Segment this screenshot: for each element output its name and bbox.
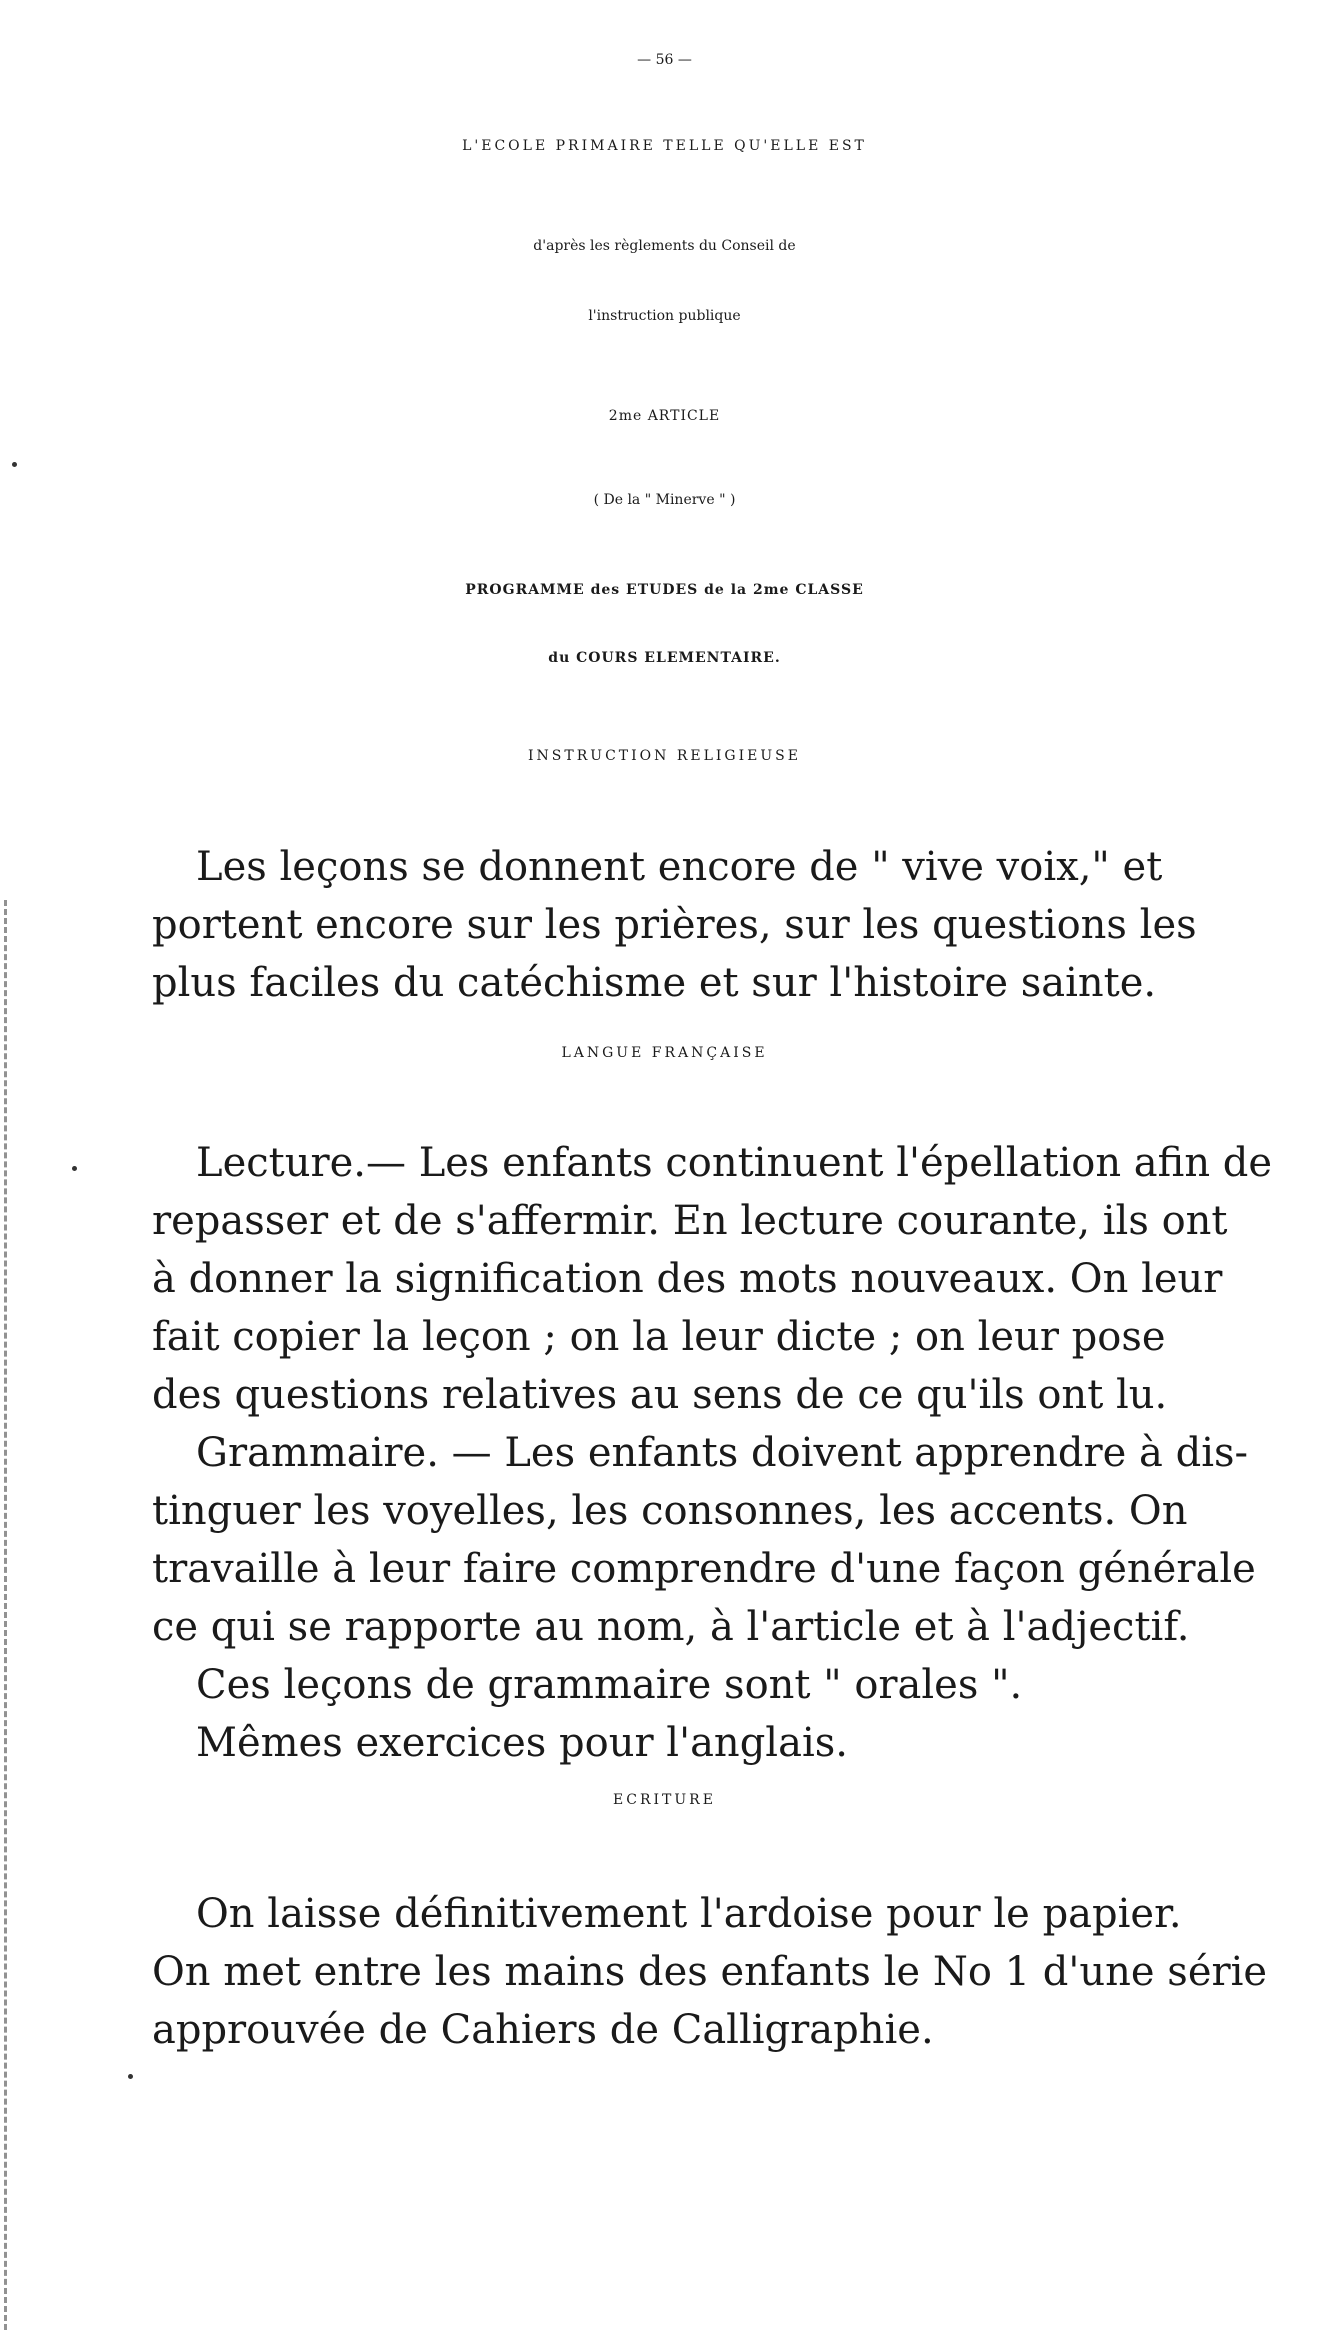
- instruction-paragraph: [152, 838, 1312, 1012]
- paragraph-line: Ces leçons de grammaire sont " orales ".: [196, 1662, 1023, 1708]
- source-line: ( De la " Minerve " ): [593, 492, 736, 508]
- paragraph-line: repasser et de s'affermir. En lecture courante, ils ont: [152, 1198, 1228, 1244]
- paragraph-line: portent encore sur les prières, sur les questions les: [152, 902, 1197, 948]
- lecture-paragraph: [152, 1134, 1312, 1424]
- section-heading-ecriture: ECRITURE: [613, 1792, 716, 1808]
- subtitle-line: l'instruction publique: [588, 308, 741, 324]
- paragraph-line: fait copier la leçon ; on la leur dicte ; on leur pose: [152, 1314, 1166, 1360]
- paragraph-line: On laisse définitivement l'ardoise pour le papier.: [196, 1891, 1182, 1937]
- article-label: 2me ARTICLE: [608, 408, 721, 424]
- paragraph-line: travaille à leur faire comprendre d'une façon générale: [152, 1546, 1256, 1592]
- paragraph-line: plus faciles du catéchisme et sur l'histoire sainte.: [152, 960, 1157, 1006]
- program-title-line: du COURS ELEMENTAIRE.: [548, 650, 781, 666]
- ecriture-paragraph: [152, 1885, 1312, 2059]
- program-title-line: PROGRAMME des ETUDES de la 2me CLASSE: [465, 582, 864, 598]
- paragraph-line: ce qui se rapporte au nom, à l'article et à l'adjectif.: [152, 1604, 1190, 1650]
- page-number: — 56 —: [637, 52, 692, 68]
- scan-speck: [72, 1166, 77, 1171]
- memes-paragraph: [152, 1714, 1312, 1772]
- paragraph-line: Grammaire. — Les enfants doivent apprendre à dis-: [196, 1430, 1249, 1476]
- scan-speck: [12, 462, 17, 467]
- subtitle-line: d'après les règlements du Conseil de: [533, 238, 796, 254]
- section-heading-instruction: INSTRUCTION RELIGIEUSE: [528, 748, 801, 764]
- left-margin-rule: [4, 900, 7, 2330]
- paragraph-line: tinguer les voyelles, les consonnes, les accents. On: [152, 1488, 1188, 1534]
- paragraph-line: Lecture.— Les enfants continuent l'épellation afin de: [196, 1140, 1273, 1186]
- paragraph-line: à donner la signification des mots nouveaux. On leur: [152, 1256, 1223, 1302]
- section-heading-langue: LANGUE FRANÇAISE: [561, 1045, 768, 1061]
- paragraph-line: Les leçons se donnent encore de " vive voix," et: [196, 844, 1163, 890]
- paragraph-line: On met entre les mains des enfants le No 1 d'une série: [152, 1949, 1268, 1995]
- scan-speck: [128, 2074, 133, 2079]
- paragraph-line: Mêmes exercices pour l'anglais.: [196, 1720, 848, 1766]
- grammaire-paragraph: [152, 1424, 1312, 1656]
- oral-paragraph: [152, 1656, 1312, 1714]
- paragraph-line: des questions relatives au sens de ce qu'ils ont lu.: [152, 1372, 1168, 1418]
- main-title: L'ECOLE PRIMAIRE TELLE QU'ELLE EST: [462, 138, 867, 154]
- paragraph-line: approuvée de Cahiers de Calligraphie.: [152, 2007, 934, 2053]
